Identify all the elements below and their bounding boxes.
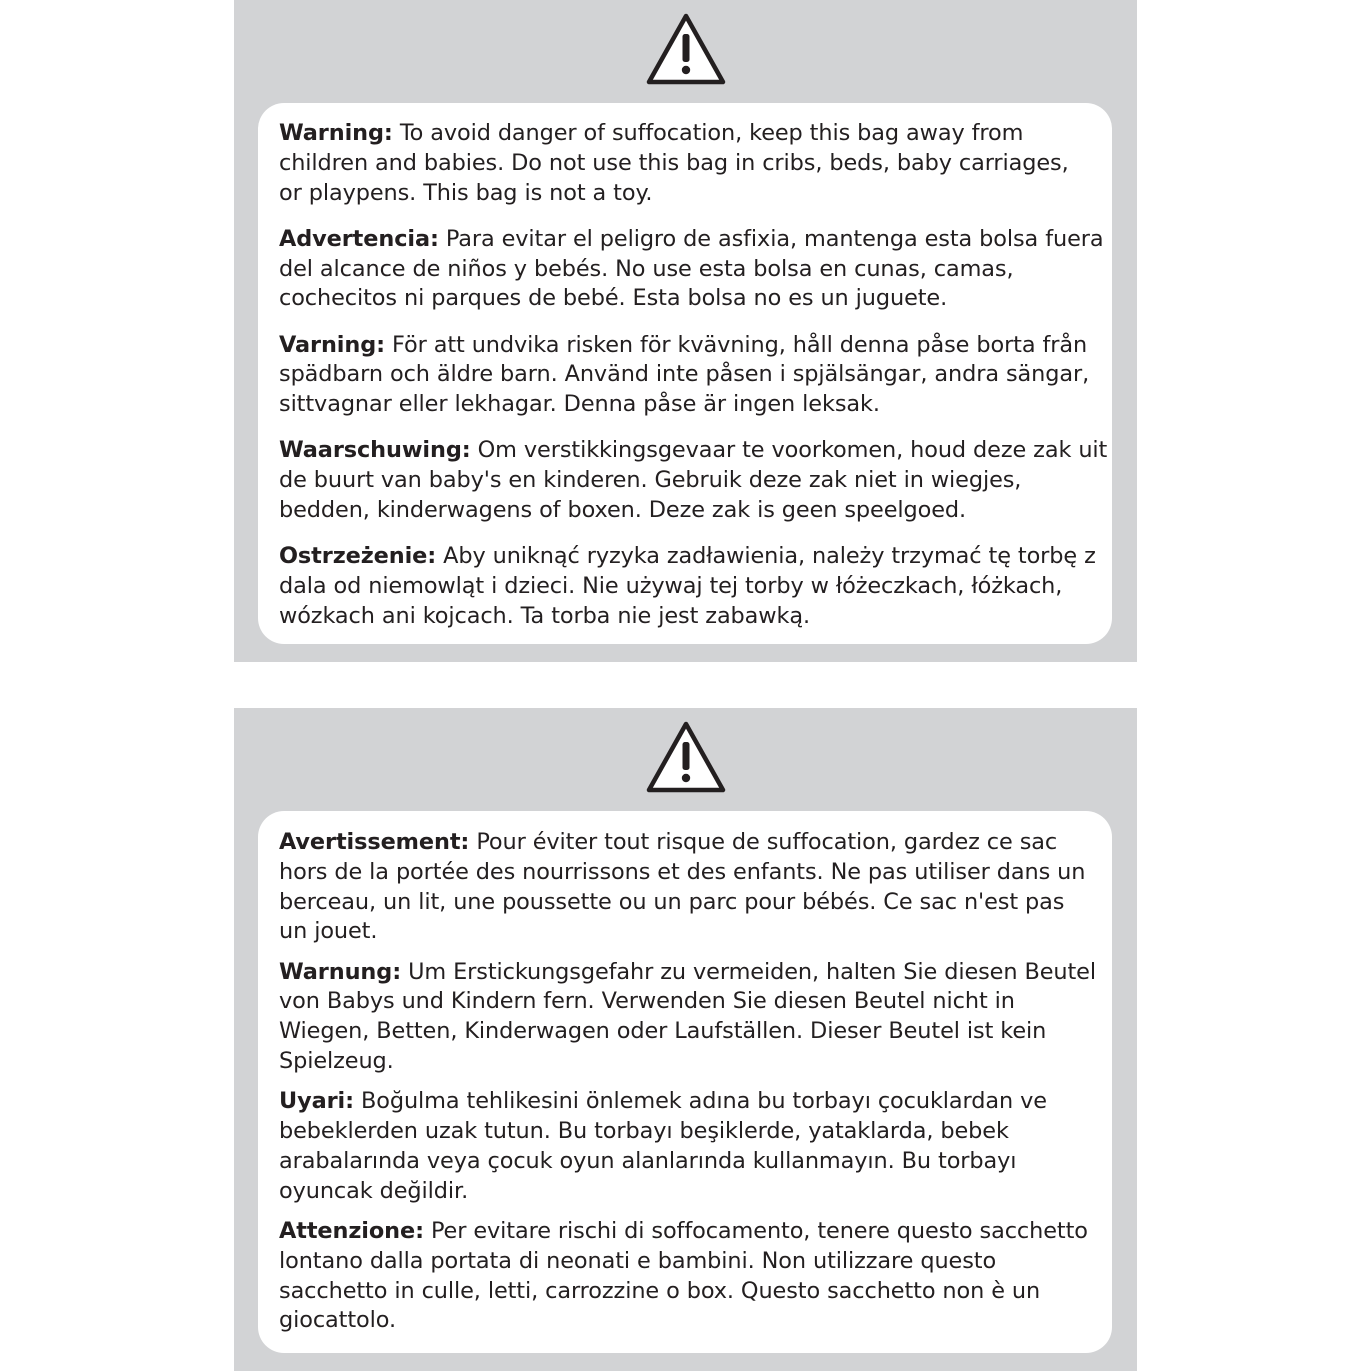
warning-text-line: von Babys und Kindern fern. Verwenden Sie diesen Beutel nicht in [279, 988, 1015, 1015]
warning-paragraph-en [279, 119, 1098, 208]
warning-paragraph-nl [279, 436, 1108, 525]
warning-text-line: Aby uniknąć ryzyka zadławienia, należy trzymać tę torbę z [436, 543, 1096, 570]
warning-label: Attenzione: [279, 1218, 424, 1245]
warning-card [258, 103, 1112, 644]
warning-text-line: För att undvika risken för kvävning, håll denna påse borta från [385, 331, 1088, 358]
warning-text-line: hors de la portée des nourrissons et des enfants. Ne pas utiliser dans un [279, 858, 1086, 885]
warning-text-line: Pour éviter tout risque de suffocation, gardez ce sac [469, 829, 1058, 855]
warning-label: Varning: [279, 331, 385, 358]
warning-text-line: sacchetto in culle, letti, carrozzine o box. Questo sacchetto non è un [279, 1277, 1041, 1304]
warning-text-line: or playpens. This bag is not a toy. [279, 179, 653, 206]
warning-text-line: wózkach ani kojcach. Ta torba nie jest zabawką. [279, 602, 811, 629]
warning-text-line: arabalarında veya çocuk oyun alanlarında kullanmayın. Bu torbayı [279, 1147, 1017, 1174]
warning-text-line: Para evitar el peligro de asfixia, mantenga esta bolsa fuera [438, 225, 1104, 252]
warning-text-line: To avoid danger of suffocation, keep this bag away from [392, 120, 1024, 146]
warning-text-line: bebeklerden uzak tutun. Bu torbayı beşiklerde, yataklarda, bebek [279, 1118, 1009, 1145]
warning-text-line: oyuncak değildir. [279, 1177, 469, 1204]
warning-paragraph-de [279, 958, 1098, 1077]
warning-triangle-icon [645, 720, 727, 794]
warning-paragraph-tr [279, 1087, 1098, 1206]
warning-text-line: Om verstikkingsgevaar te voorkomen, houd deze zak uit [470, 437, 1108, 464]
warning-label: Warnung: [279, 958, 402, 985]
warning-panel-bottom [234, 708, 1137, 1371]
warning-text-line: del alcance de niños y bebés. No use esta bolsa en cunas, camas, [279, 255, 1014, 282]
warning-paragraph-it [279, 1217, 1098, 1336]
warning-text-line: dala od niemowląt i dzieci. Nie używaj tej torby w łóżeczkach, łóżkach, [279, 572, 1063, 599]
warning-paragraph-sv [279, 331, 1098, 420]
warning-text-line: de buurt van baby's en kinderen. Gebruik deze zak niet in wiegjes, [279, 467, 1022, 494]
warning-panel-top [234, 0, 1137, 662]
warning-label: Warning: [279, 120, 393, 146]
warning-triangle-icon [645, 12, 727, 86]
warning-text-line: berceau, un lit, une poussette ou un parc pour bébés. Ce sac n'est pas [279, 888, 1065, 915]
warning-text-line: giocattolo. [279, 1307, 396, 1334]
warning-label: Waarschuwing: [279, 437, 471, 464]
warning-text-line: children and babies. Do not use this bag in cribs, beds, baby carriages, [279, 149, 1069, 176]
warning-text-line: bedden, kinderwagens of boxen. Deze zak is geen speelgoed. [279, 496, 967, 523]
warning-paragraph-pl [279, 542, 1098, 631]
warning-paragraph-es [279, 225, 1104, 314]
warning-label: Ostrzeżenie: [279, 543, 437, 570]
warning-text-line: Spielzeug. [279, 1048, 394, 1075]
warning-text-line: un jouet. [279, 918, 378, 945]
warning-label: Uyari: [279, 1088, 354, 1115]
warning-label: Advertencia: [279, 225, 439, 252]
warning-text-line: cochecitos ni parques de bebé. Esta bolsa no es un juguete. [279, 285, 948, 312]
warning-label: Avertissement: [279, 829, 470, 855]
warning-text-line: spädbarn och äldre barn. Använd inte påsen i spjälsängar, andra sängar, [279, 361, 1090, 388]
warning-paragraph-fr [279, 828, 1098, 947]
warning-text-line: sittvagnar eller lekhagar. Denna påse är ingen leksak. [279, 391, 880, 418]
warning-text-line: lontano dalla portata di neonati e bambini. Non utilizzare questo [279, 1247, 997, 1274]
warning-text-line: Wiegen, Betten, Kinderwagen oder Laufställen. Dieser Beutel ist kein [279, 1018, 1047, 1045]
warning-text-line: Um Erstickungsgefahr zu vermeiden, halten Sie diesen Beutel [401, 958, 1096, 985]
warning-text-line: Boğulma tehlikesini önlemek adına bu torbayı çocuklardan ve [353, 1088, 1047, 1115]
warning-text-line: Per evitare rischi di soffocamento, tenere questo sacchetto [423, 1218, 1088, 1245]
warning-card [258, 811, 1112, 1353]
